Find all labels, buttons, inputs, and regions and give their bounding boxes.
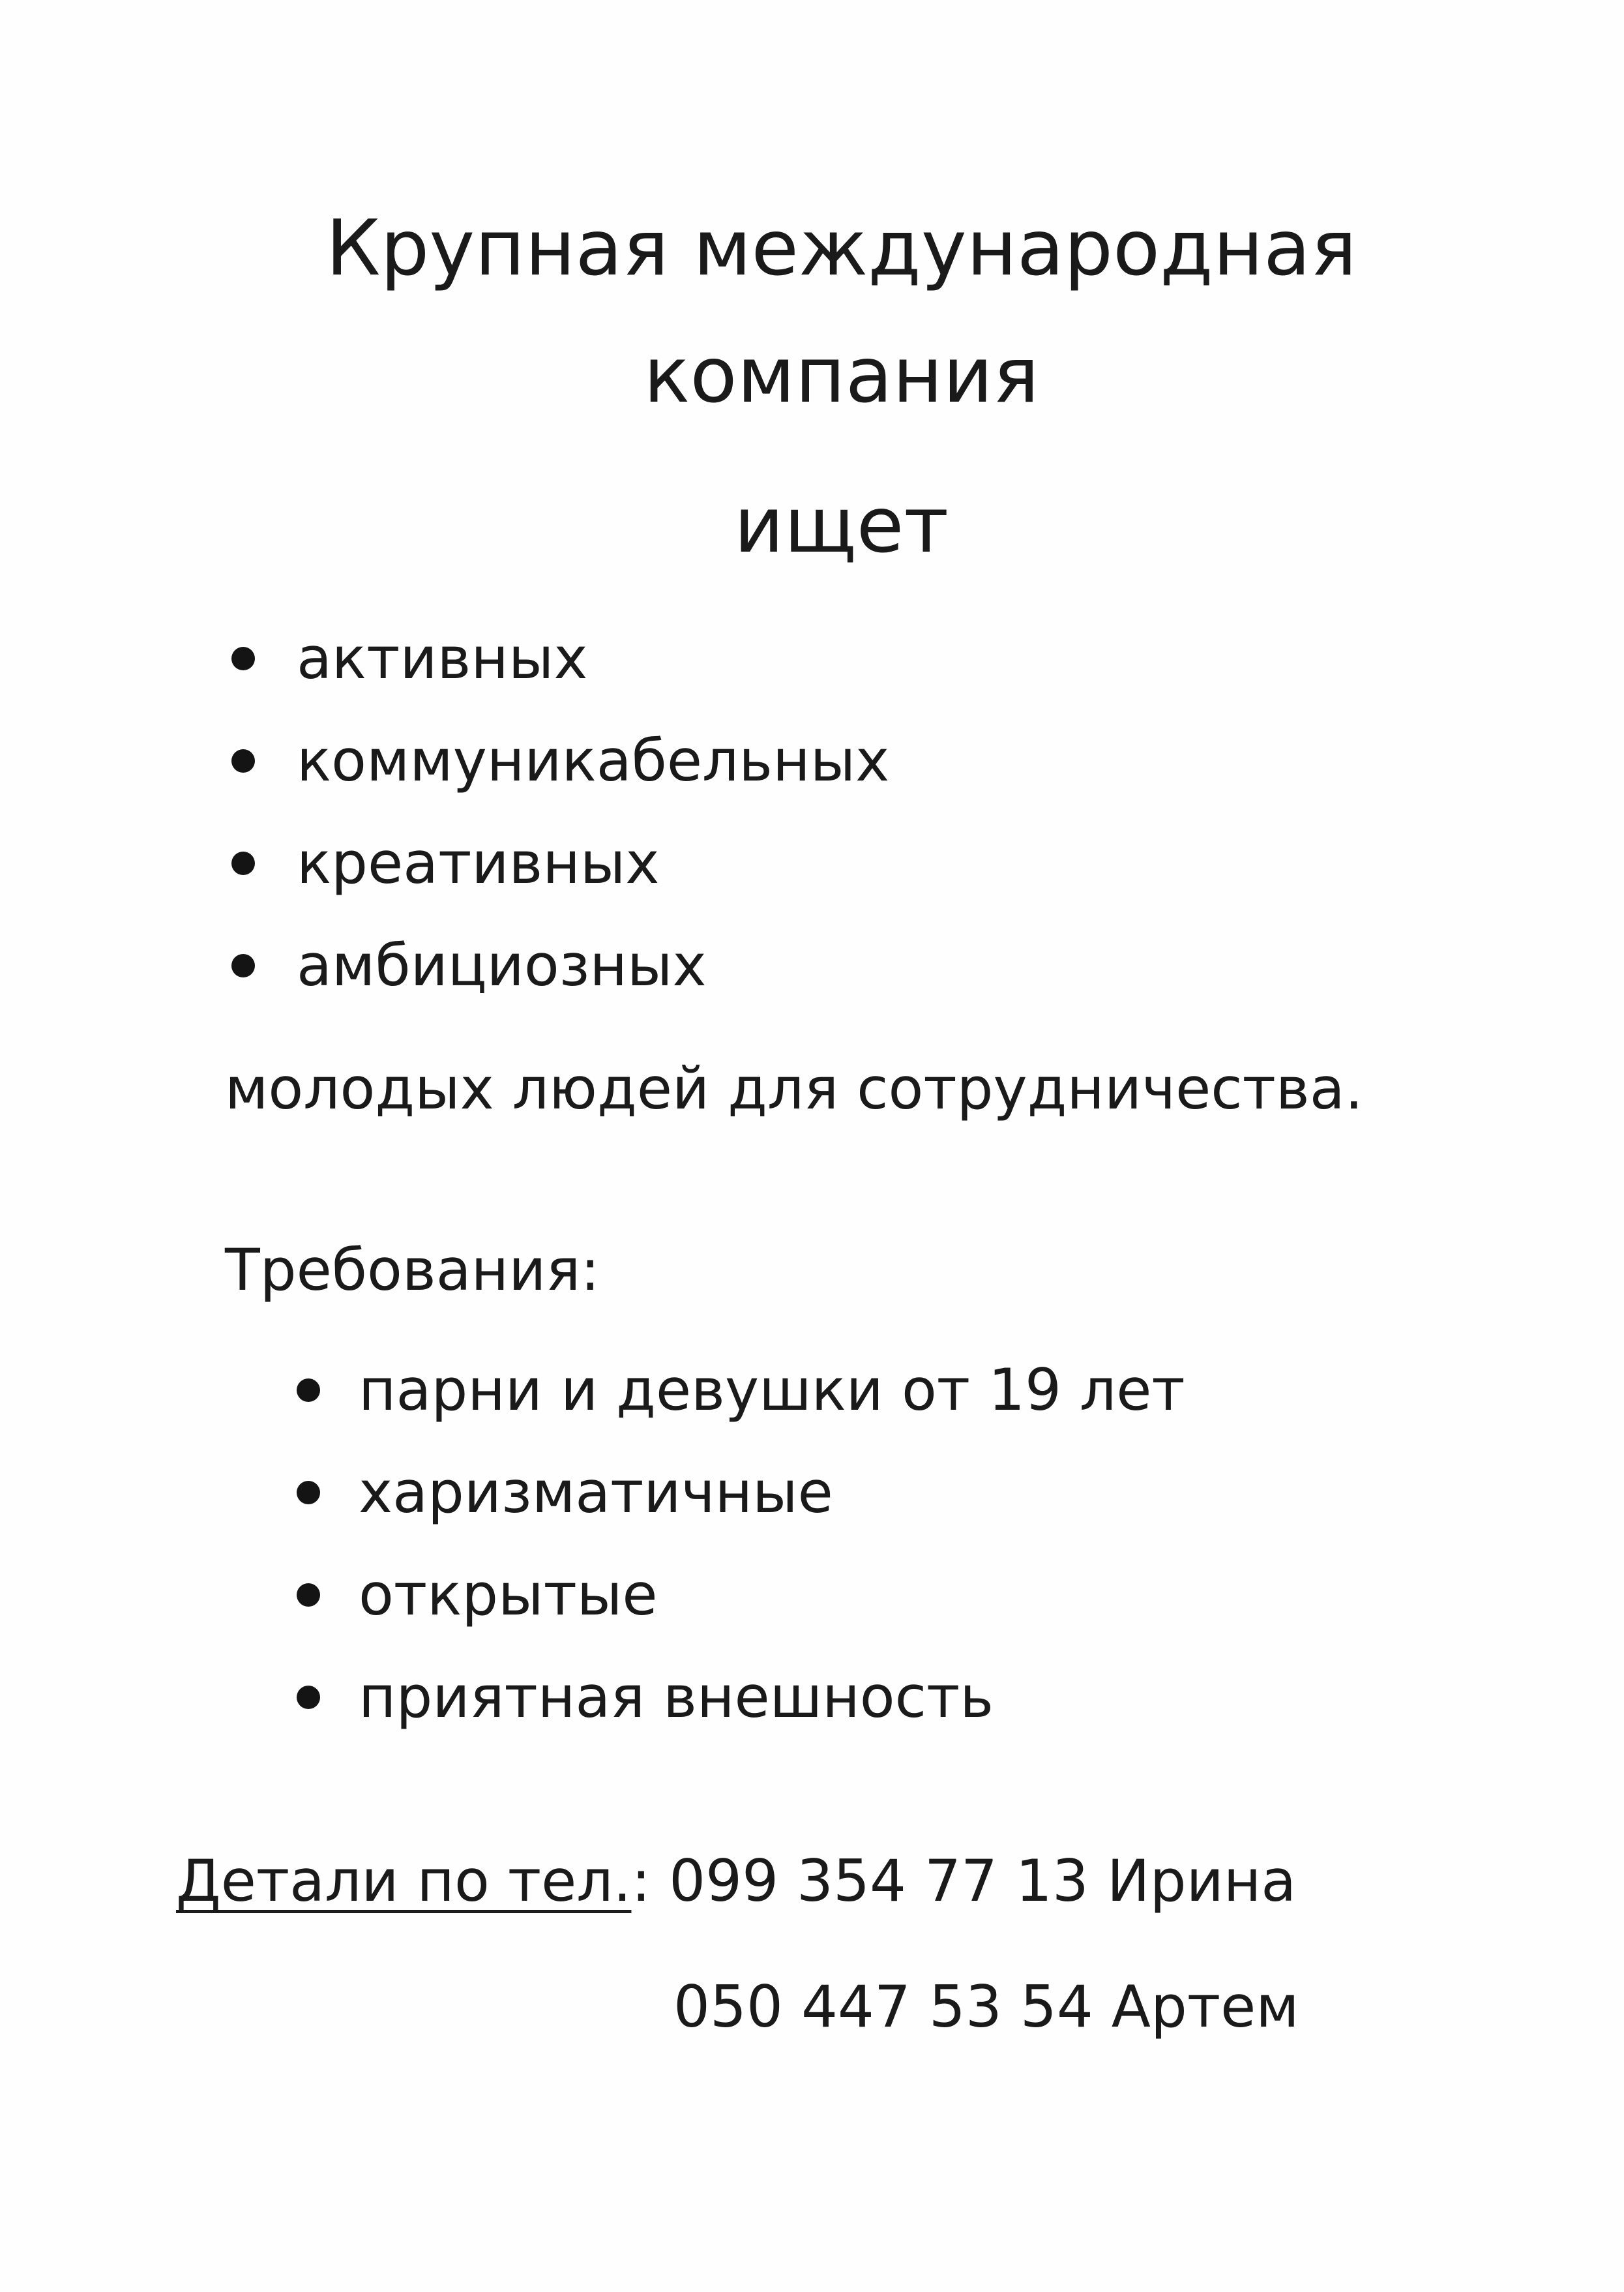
requirement-text: приятная внешность — [359, 1663, 994, 1731]
headline-line-3: ищет — [733, 480, 949, 570]
contact-label: Детали по тел. — [176, 1847, 632, 1914]
intro-text: молодых людей для сотрудничества. — [225, 1055, 1363, 1122]
contact-line-2 — [673, 1971, 1299, 2043]
bullet-icon — [231, 647, 255, 670]
requirement-text: харизматичные — [359, 1459, 833, 1526]
contact-line-1 — [176, 1845, 1296, 1917]
quality-text: коммуникабельных — [297, 727, 890, 794]
contact-phone-2: 050 447 53 54 — [673, 1973, 1093, 2040]
contact-name-2: Артем — [1111, 1973, 1299, 2040]
bullet-icon — [297, 1686, 320, 1709]
requirement-text: парни и девушки от 19 лет — [359, 1356, 1185, 1423]
headline-line-2: компания — [643, 330, 1039, 420]
bullet-icon — [297, 1583, 320, 1607]
bullet-icon — [297, 1481, 320, 1504]
bullet-icon — [231, 852, 255, 875]
contact-separator: : — [631, 1847, 670, 1914]
requirements-heading: Требования: — [225, 1236, 600, 1303]
bullet-icon — [297, 1378, 320, 1402]
bullet-icon — [231, 749, 255, 773]
requirement-text: открытые — [359, 1561, 658, 1628]
quality-text: амбициозных — [297, 932, 707, 999]
quality-text: активных — [297, 625, 588, 692]
contact-name-1: Ирина — [1106, 1847, 1297, 1914]
contact-phone-1: 099 354 77 13 — [669, 1847, 1089, 1914]
bullet-icon — [231, 954, 255, 977]
headline-line-1: Крупная международная — [325, 203, 1357, 293]
quality-text: креативных — [297, 829, 660, 897]
